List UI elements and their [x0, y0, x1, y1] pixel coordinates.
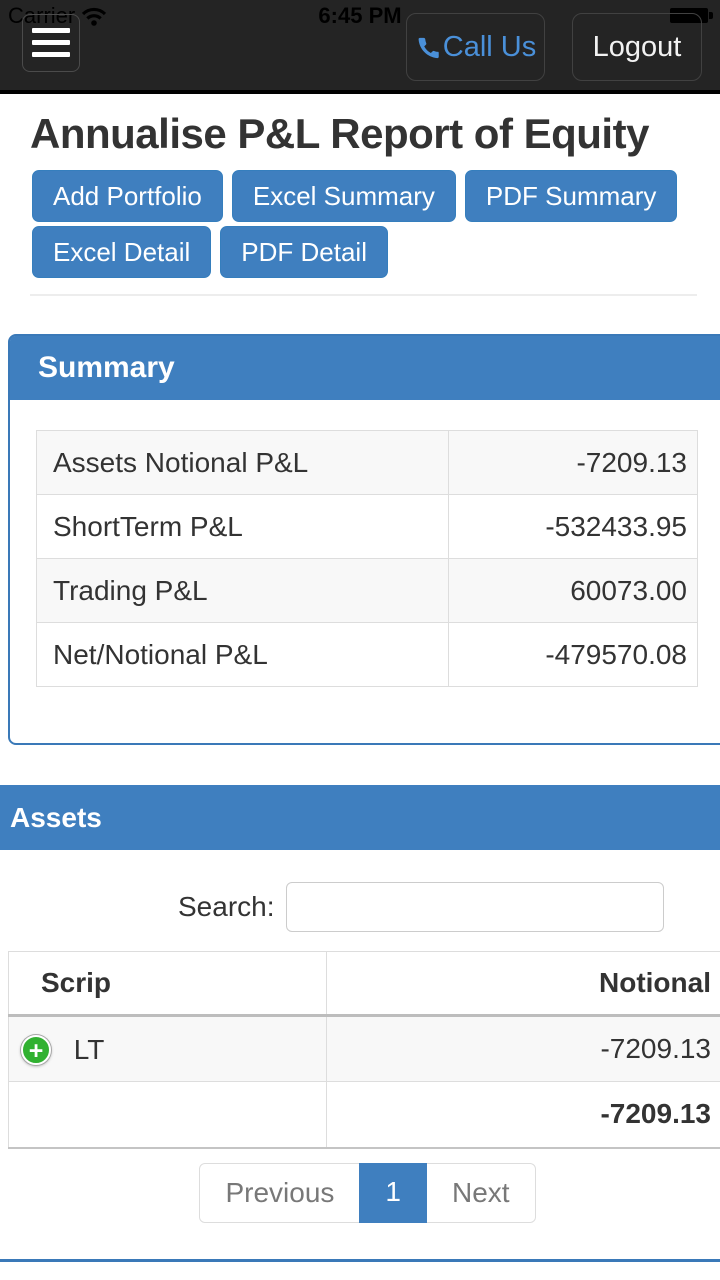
pdf-detail-button[interactable]: PDF Detail: [220, 226, 388, 278]
plus-icon: +: [28, 1036, 44, 1065]
logout-button[interactable]: [572, 13, 702, 81]
assets-table-header: [9, 952, 720, 1016]
total-empty-cell: [9, 1082, 327, 1148]
search-label: Search:: [178, 891, 275, 922]
summary-row-label: Net/Notional P&L: [37, 623, 449, 687]
logout-label: Logout: [592, 30, 682, 63]
summary-panel: [8, 334, 720, 745]
summary-row: [37, 559, 698, 623]
scrip-name: LT: [73, 1033, 105, 1065]
assets-total-row: [9, 1082, 720, 1148]
summary-table: [36, 430, 698, 687]
page-title: Annualise P&L Report of Equity: [30, 110, 649, 157]
total-notional-cell: -7209.13: [327, 1082, 720, 1148]
hamburger-icon: [32, 28, 70, 33]
assets-table: [8, 951, 720, 1149]
add-portfolio-button[interactable]: Add Portfolio: [32, 170, 223, 222]
asset-notional-cell: -7209.13: [327, 1016, 720, 1082]
summary-row: [37, 431, 698, 495]
notional-column-header[interactable]: Notional: [327, 952, 720, 1016]
summary-row-value: -532433.95: [449, 495, 698, 559]
search-input[interactable]: [286, 882, 664, 932]
expand-row-button[interactable]: [21, 1035, 51, 1065]
summary-panel-body: [10, 400, 720, 743]
previous-page-button[interactable]: Previous: [200, 1164, 359, 1222]
navbar: [0, 0, 720, 94]
pagination: [0, 1163, 720, 1223]
call-us-button[interactable]: [406, 13, 545, 81]
pdf-summary-button[interactable]: PDF Summary: [465, 170, 677, 222]
carrier-label: Carrier: [8, 3, 76, 28]
summary-row: [37, 623, 698, 687]
menu-button[interactable]: [22, 14, 80, 72]
assets-panel-title: Assets: [0, 785, 720, 850]
next-page-button[interactable]: Next: [427, 1164, 535, 1222]
summary-panel-title: Summary: [10, 336, 720, 400]
excel-detail-button[interactable]: Excel Detail: [32, 226, 211, 278]
call-us-label: Call Us: [442, 30, 537, 63]
page-1-button[interactable]: 1: [359, 1163, 427, 1223]
asset-scrip-cell: [9, 1016, 327, 1082]
action-buttons: [32, 170, 696, 282]
summary-row-value: -7209.13: [449, 431, 698, 495]
summary-row-value: -479570.08: [449, 623, 698, 687]
summary-row-label: ShortTerm P&L: [37, 495, 449, 559]
excel-summary-button[interactable]: Excel Summary: [232, 170, 456, 222]
status-time: 6:45 PM: [318, 3, 402, 28]
scrip-column-header[interactable]: Scrip: [9, 952, 327, 1016]
asset-row: [9, 1016, 720, 1082]
phone-icon: [415, 35, 442, 62]
summary-row: [37, 495, 698, 559]
summary-row-value: 60073.00: [449, 559, 698, 623]
assets-panel-bottom-border: [0, 1259, 720, 1262]
summary-row-label: Trading P&L: [37, 559, 449, 623]
divider: [30, 294, 697, 296]
summary-row-label: Assets Notional P&L: [37, 431, 449, 495]
search-row: [178, 882, 720, 932]
